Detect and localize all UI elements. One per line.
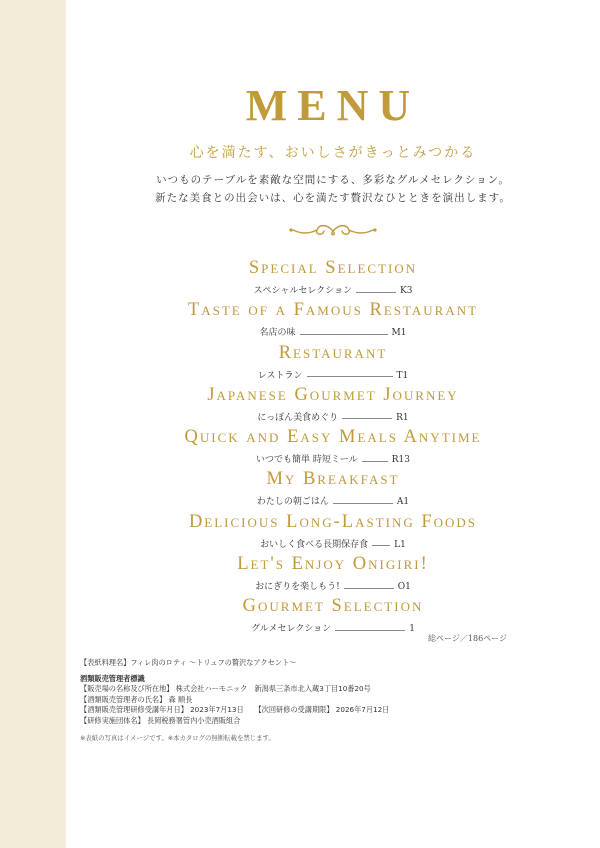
- section-code: T1: [396, 370, 409, 381]
- section-subtitle: にっぽん美食めぐり: [257, 412, 339, 423]
- intro-line: 新たな美食との出会いは、心を満たす贅沢なひとときを演出します。: [155, 192, 511, 204]
- seller-info: 【販売場の名称及び所在地】 株式会社ハーモニック 新潟県三条市北入蔵3丁目10番20号: [80, 684, 371, 694]
- section-subtitle: いつでも簡単 時短ミール: [256, 455, 358, 466]
- menu-section: [66, 469, 600, 511]
- license-heading: 酒類販売管理者標識: [80, 673, 145, 683]
- section-code: A1: [396, 497, 410, 508]
- section-title: Quick and Easy Meals Anytime: [184, 427, 482, 448]
- section-subtitle: わたしの朝ごはん: [256, 497, 329, 508]
- section-title: Special Selection: [248, 258, 418, 278]
- section-code: K3: [400, 286, 413, 296]
- leader-line: [335, 630, 405, 631]
- section-title: Let's Enjoy Onigiri!: [237, 554, 429, 575]
- section-subtitle: おいしく食べる長期保存食: [260, 539, 369, 550]
- menu-section: [66, 385, 600, 427]
- section-subtitle-row: [254, 284, 413, 298]
- training-org-info: 【研修実施団体名】 長岡税務署管内小売酒販組合: [80, 715, 241, 725]
- leader-line: [307, 376, 393, 377]
- leader-line: [362, 461, 388, 462]
- section-code: R1: [396, 412, 409, 423]
- manager-info: 【酒類販売管理者の氏名】 森 順長: [80, 694, 193, 704]
- section-subtitle: 名店の味: [259, 328, 296, 339]
- section-title: Restaurant: [278, 342, 388, 363]
- section-list: [66, 258, 600, 639]
- section-subtitle: スペシャルセレクション: [253, 286, 352, 296]
- section-title: Delicious Long-Lasting Foods: [188, 511, 478, 532]
- cover-dish-name: 【表紙料理名】フィレ肉のロティ ～トリュフの贅沢なアクセント～: [80, 658, 297, 667]
- section-subtitle-row: [260, 538, 406, 552]
- info-block: [80, 658, 480, 743]
- section-title: My Breakfast: [266, 469, 400, 490]
- leader-line: [356, 292, 396, 293]
- training-info: 【酒類販売管理研修受講年月日】 2023年7月13日 【次回研修の受講期限】 2026年7月12日: [80, 705, 390, 715]
- intro-line: いつものテーブルを素敵な空間にする、多彩なグルメセレクション。: [156, 174, 510, 186]
- menu-section: [66, 343, 600, 385]
- section-subtitle-row: [257, 495, 409, 509]
- intro-text: [66, 171, 600, 207]
- section-subtitle: おにぎりを楽しもう!: [255, 582, 340, 593]
- section-subtitle-row: [260, 326, 407, 340]
- section-code: M1: [391, 328, 407, 339]
- section-subtitle: グルメセレクション: [251, 624, 332, 635]
- tagline: 心を満たす、おいしさがきっとみつかる: [189, 145, 477, 161]
- section-code: O1: [397, 582, 411, 593]
- leader-line: [333, 503, 393, 504]
- section-title: Gourmet Selection: [242, 596, 424, 617]
- side-band: [0, 0, 66, 848]
- ornament-icon: [283, 222, 383, 240]
- leader-line: [372, 545, 390, 546]
- leader-line: [342, 418, 392, 419]
- section-code: L1: [394, 539, 406, 550]
- menu-section: [66, 258, 600, 300]
- menu-section: [66, 427, 600, 469]
- page-title: MENU: [245, 81, 421, 130]
- section-code: 1: [409, 624, 415, 635]
- menu-section: [66, 554, 600, 596]
- leader-line: [300, 334, 388, 335]
- section-subtitle-row: [251, 622, 415, 636]
- disclaimer-note: ※表紙の写真はイメージです。※本カタログの無断転載を禁じます。: [80, 733, 275, 742]
- menu-section: [66, 512, 600, 554]
- menu-section: [66, 300, 600, 342]
- section-subtitle-row: [255, 580, 411, 594]
- section-subtitle-row: [257, 411, 408, 425]
- section-subtitle-row: [258, 369, 408, 383]
- section-code: R13: [391, 455, 410, 466]
- section-title: Taste of a Famous Restaurant: [187, 300, 479, 321]
- section-subtitle: レストラン: [257, 370, 303, 381]
- page-count: 総ページ／186ページ: [428, 634, 507, 643]
- menu-section: [66, 596, 600, 638]
- section-subtitle-row: [256, 453, 410, 467]
- section-title: Japanese Gourmet Journey: [207, 384, 459, 405]
- leader-line: [344, 588, 394, 589]
